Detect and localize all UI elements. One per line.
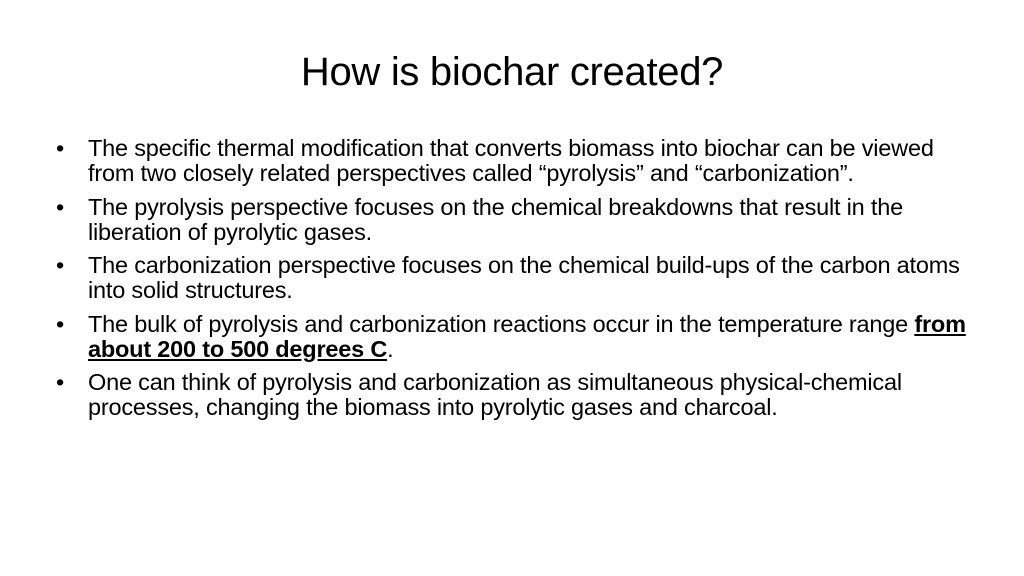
bullet-marker: • [56,135,65,161]
bullet-list [56,136,976,429]
bullet-text-before: The bulk of pyrolysis and carbonization reactions occur in the temperature range [88,310,915,337]
slide-title: How is biochar created? [300,50,724,94]
bullet-marker: • [56,310,65,337]
bullet-item [56,136,976,186]
bullet-marker: • [56,193,65,220]
bullet-marker: • [56,369,65,395]
bullet-text: The carbonization perspective focuses on the chemical build-ups of the carbon atoms into solid structures. [88,252,960,303]
bullet-item [56,253,976,303]
temperature-range-emphasis: from about 200 to 500 degrees C [88,310,966,362]
bullet-text: One can think of pyrolysis and carbonization as simultaneous physical-chemical processes, changing the biomass into pyrolytic gases and charcoal. [88,369,902,420]
bullet-text [88,311,966,362]
bullet-item [56,312,976,362]
bullet-item [56,370,976,420]
bullet-text-after: . [387,335,394,362]
bullet-marker: • [56,252,65,278]
bullet-text: The pyrolysis perspective focuses on the chemical breakdowns that result in the liberation of pyrolytic gases. [88,193,903,245]
bullet-item [56,195,976,245]
bullet-text: The specific thermal modification that converts biomass into biochar can be viewed from two closely related perspectives called “pyrolysis” and “carbonization”. [88,135,934,186]
